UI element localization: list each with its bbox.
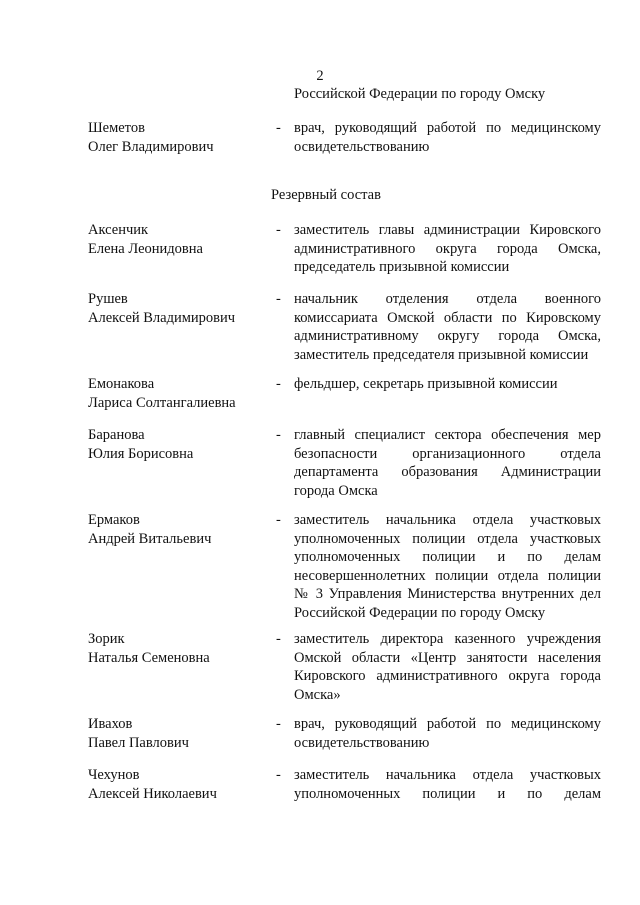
role-line: начальник отделения отдела военного	[294, 291, 601, 307]
role-line: Омской области «Центр занятости населения	[294, 649, 601, 666]
member-given-name: Павел Павлович	[88, 734, 189, 751]
member-role	[294, 715, 601, 752]
dash-separator: -	[276, 291, 281, 307]
member-name	[88, 766, 268, 803]
dash-separator: -	[276, 120, 281, 136]
member-surname: Аксенчик	[88, 222, 149, 238]
member-given-name: Олег Владимирович	[88, 138, 214, 155]
member-surname: Баранова	[88, 427, 145, 443]
member-name	[88, 426, 268, 463]
role-line: заместитель директора казенного учреждения	[294, 631, 601, 647]
member-name	[88, 630, 268, 667]
role-line: главный специалист сектора обеспечения мер	[294, 427, 601, 443]
role-line: уполномоченных полиции и по делам	[294, 785, 601, 802]
member-surname: Ивахов	[88, 716, 133, 732]
member-surname: Ермаков	[88, 512, 140, 528]
member-surname: Шеметов	[88, 120, 145, 136]
role-line: уполномоченных полиции отдела участковых	[294, 530, 601, 547]
member-role	[294, 426, 601, 500]
member-role	[294, 375, 601, 394]
member-given-name: Елена Леонидовна	[88, 240, 203, 257]
role-line: фельдшер, секретарь призывной комиссии	[294, 376, 558, 392]
role-line: несовершеннолетних полиции отдела полиции	[294, 567, 601, 584]
member-given-name: Алексей Николаевич	[88, 785, 217, 802]
member-name	[88, 375, 268, 412]
member-name	[88, 715, 268, 752]
member-given-name: Наталья Семеновна	[88, 649, 210, 666]
role-line: врач, руководящий работой по медицинскому	[294, 120, 601, 136]
role-line: заместитель председателя призывной комиссии	[294, 346, 589, 363]
member-name	[88, 119, 268, 156]
member-given-name: Андрей Витальевич	[88, 530, 212, 547]
member-role	[294, 221, 601, 277]
role-line: Российской Федерации по городу Омску	[294, 604, 546, 621]
member-role	[294, 511, 601, 622]
role-line: административному округу города Омска,	[294, 328, 601, 344]
member-name	[88, 511, 268, 548]
member-role	[294, 290, 601, 364]
member-given-name: Юлия Борисовна	[88, 445, 194, 462]
page-number: 2	[316, 68, 324, 84]
role-line: города Омска	[294, 482, 378, 499]
role-line: врач, руководящий работой по медицинскому	[294, 716, 601, 732]
dash-separator: -	[276, 631, 281, 647]
role-line: уполномоченных полиции и по делам	[294, 549, 601, 565]
dash-separator: -	[276, 512, 281, 528]
member-surname: Чехунов	[88, 767, 140, 783]
role-line: административного округа города Омска,	[294, 240, 601, 257]
member-role	[294, 630, 601, 704]
section-title: Резервный состав	[271, 187, 381, 203]
member-name	[88, 221, 268, 258]
dash-separator: -	[276, 427, 281, 443]
dash-separator: -	[276, 222, 281, 238]
role-line: Кировского административного округа города	[294, 668, 601, 684]
role-line: заместитель начальника отдела участковых	[294, 767, 601, 783]
member-role	[294, 119, 601, 156]
role-line: освидетельствованию	[294, 734, 430, 751]
member-role	[294, 766, 601, 803]
member-surname: Емонакова	[88, 376, 155, 392]
dash-separator: -	[276, 376, 281, 392]
role-line: безопасности организационного отдела	[294, 445, 601, 462]
member-name	[88, 290, 268, 327]
role-line: Омска»	[294, 686, 341, 703]
role-line: № 3 Управления Министерства внутренних дел	[294, 586, 601, 602]
member-given-name: Алексей Владимирович	[88, 309, 236, 326]
role-line: заместитель начальника отдела участковых	[294, 512, 601, 528]
member-surname: Зорик	[88, 631, 125, 647]
dash-separator: -	[276, 767, 281, 783]
continuation-line: Российской Федерации по городу Омску	[294, 86, 546, 102]
member-given-name: Лариса Солтангалиевна	[88, 394, 236, 411]
role-line: председатель призывной комиссии	[294, 259, 510, 275]
role-line: департамента образования Администрации	[294, 464, 601, 480]
role-line: заместитель главы администрации Кировского	[294, 222, 601, 238]
dash-separator: -	[276, 716, 281, 732]
member-surname: Рушев	[88, 291, 128, 307]
role-line: комиссариата Омской области по Кировскому	[294, 309, 601, 326]
role-line: освидетельствованию	[294, 138, 430, 155]
